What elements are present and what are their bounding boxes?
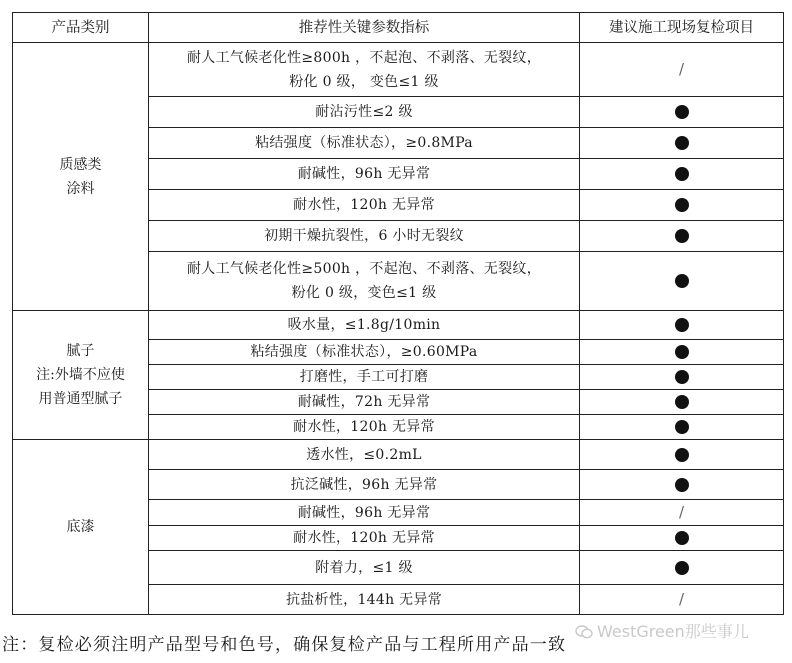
footnote: 注：复检必须注明产品型号和色号，确保复检产品与工程所用产品一致 bbox=[2, 635, 567, 655]
watermark bbox=[575, 619, 749, 642]
param-line: 粉化 0 级， 变色≤1 级 bbox=[289, 73, 439, 90]
param-cell bbox=[149, 221, 580, 252]
recheck-cell bbox=[580, 43, 784, 97]
recheck-cell bbox=[580, 128, 784, 159]
recheck-cell bbox=[580, 470, 784, 500]
param-line: 粘结强度（标准状态），≥0.60MPa bbox=[250, 344, 478, 360]
param-line: 粘结强度（标准状态），≥0.8MPa bbox=[255, 135, 473, 151]
recheck-cell bbox=[580, 221, 784, 252]
param-line: 耐人工气候老化性≥500h ，不起泡、不剥落、无裂纹， bbox=[186, 261, 542, 277]
filled-dot-icon bbox=[675, 345, 689, 359]
param-line: 耐碱性，96h 无异常 bbox=[297, 166, 431, 182]
param-line: 耐人工气候老化性≥800h ，不起泡、不剥落、无裂纹， bbox=[186, 49, 542, 66]
wechat-icon bbox=[575, 625, 593, 639]
param-line: 耐水性，120h 无异常 bbox=[293, 530, 435, 546]
param-cell bbox=[149, 311, 580, 340]
recheck-cell bbox=[580, 97, 784, 128]
header-recheck: 建议施工现场复检项目 bbox=[580, 13, 784, 43]
category-cell bbox=[13, 440, 149, 615]
recheck-cell bbox=[580, 311, 784, 340]
recheck-cell bbox=[580, 585, 784, 615]
slash-mark: / bbox=[678, 590, 685, 608]
param-line: 抗盐析性，144h 无异常 bbox=[285, 591, 443, 608]
recheck-cell bbox=[580, 365, 784, 390]
table-body bbox=[13, 43, 784, 615]
param-line: 透水性，≤0.2mL bbox=[306, 446, 422, 463]
filled-dot-icon bbox=[675, 105, 689, 119]
param-cell bbox=[149, 440, 580, 470]
recheck-cell bbox=[580, 159, 784, 190]
param-cell bbox=[149, 340, 580, 365]
param-line: 粉化 0 级，变色≤1 级 bbox=[291, 285, 437, 301]
filled-dot-icon bbox=[675, 531, 689, 545]
category-line: 注:外墙不应使 bbox=[36, 367, 125, 383]
category-line: 底漆 bbox=[66, 519, 95, 535]
category-line: 质感类 bbox=[59, 156, 102, 173]
filled-dot-icon bbox=[675, 395, 689, 409]
header-row bbox=[13, 13, 784, 43]
param-line: 耐碱性，72h 无异常 bbox=[297, 394, 431, 410]
filled-dot-icon bbox=[675, 478, 689, 492]
param-cell bbox=[149, 585, 580, 615]
param-cell bbox=[149, 470, 580, 500]
param-line: 耐水性，120h 无异常 bbox=[293, 419, 435, 435]
filled-dot-icon bbox=[675, 136, 689, 150]
table-row bbox=[13, 311, 784, 340]
param-line: 初期干燥抗裂性，6 小时无裂纹 bbox=[264, 228, 464, 244]
filled-dot-icon bbox=[675, 370, 689, 384]
param-line: 耐沾污性≤2 级 bbox=[315, 104, 413, 120]
recheck-cell bbox=[580, 415, 784, 440]
param-cell bbox=[149, 526, 580, 551]
param-cell bbox=[149, 415, 580, 440]
param-cell bbox=[149, 551, 580, 585]
param-cell bbox=[149, 390, 580, 415]
category-line: 涂料 bbox=[66, 180, 95, 197]
recheck-cell bbox=[580, 551, 784, 585]
recheck-cell bbox=[580, 390, 784, 415]
header-params: 推荐性关键参数指标 bbox=[149, 13, 580, 43]
category-line: 用普通型腻子 bbox=[38, 391, 123, 407]
recheck-cell bbox=[580, 252, 784, 311]
filled-dot-icon bbox=[675, 420, 689, 434]
param-line: 附着力，≤1 级 bbox=[315, 559, 413, 576]
param-line: 吸水量，≤1.8g/10min bbox=[287, 317, 441, 333]
filled-dot-icon bbox=[675, 448, 689, 462]
filled-dot-icon bbox=[675, 561, 689, 575]
recheck-cell bbox=[580, 440, 784, 470]
filled-dot-icon bbox=[675, 229, 689, 243]
slash-mark: / bbox=[678, 60, 685, 78]
filled-dot-icon bbox=[675, 198, 689, 212]
recheck-cell bbox=[580, 526, 784, 551]
watermark-text: WestGreen那些事儿 bbox=[597, 622, 749, 641]
filled-dot-icon bbox=[675, 318, 689, 332]
param-cell bbox=[149, 500, 580, 526]
category-cell bbox=[13, 43, 149, 311]
param-line: 抗泛碱性，96h 无异常 bbox=[290, 476, 438, 493]
param-cell bbox=[149, 365, 580, 390]
param-cell bbox=[149, 97, 580, 128]
recheck-cell bbox=[580, 190, 784, 221]
param-cell bbox=[149, 159, 580, 190]
param-cell bbox=[149, 252, 580, 311]
filled-dot-icon bbox=[675, 167, 689, 181]
table-row bbox=[13, 440, 784, 470]
category-line: 腻子 bbox=[66, 343, 95, 359]
param-cell bbox=[149, 190, 580, 221]
spec-table bbox=[12, 12, 784, 615]
param-line: 耐水性，120h 无异常 bbox=[293, 197, 435, 213]
param-cell bbox=[149, 43, 580, 97]
param-cell bbox=[149, 128, 580, 159]
table-row bbox=[13, 43, 784, 97]
param-line: 打磨性，手工可打磨 bbox=[299, 369, 429, 385]
param-line: 耐碱性，96h 无异常 bbox=[297, 504, 431, 521]
filled-dot-icon bbox=[675, 274, 689, 288]
recheck-cell bbox=[580, 340, 784, 365]
recheck-cell bbox=[580, 500, 784, 526]
category-cell bbox=[13, 311, 149, 440]
header-category: 产品类别 bbox=[13, 13, 149, 43]
slash-mark: / bbox=[678, 503, 685, 521]
